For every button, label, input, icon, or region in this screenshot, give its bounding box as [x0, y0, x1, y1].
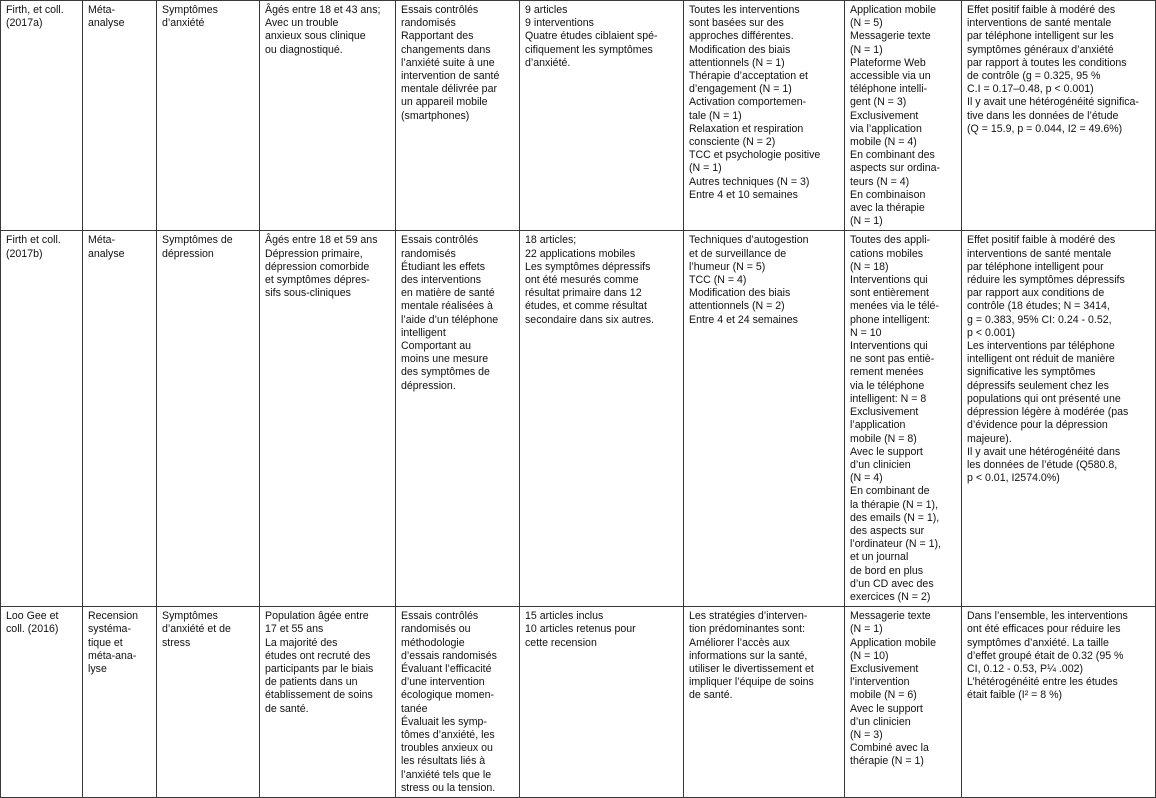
articles-cell: 18 articles; 22 applications mobiles Les symptômes dépressifs ont été mesurés comme résultat primaire dans 12 études, et comme résultat secondaire dans six autres.	[520, 231, 684, 607]
delivery-cell: Application mobile (N = 5) Messagerie texte (N = 1) Plateforme Web accessible via un téléphone intelli- gent (N = 3) Exclusivement via l’application mobile (N = 4) En combinant des aspects sur ordina- teurs (N = 4) En combinaison avec la thérapie (N = 1)	[845, 1, 962, 231]
delivery-cell: Messagerie texte (N = 1) Application mobile (N = 10) Exclusivement l’intervention mobile (N = 6) Avec le support d’un clinicien (N = 3) Combiné avec la thérapie (N = 1)	[845, 607, 962, 798]
results-cell: Effet positif faible à modéré des interventions de santé mentale par téléphone intelligent pour réduire les symptômes dépressifs par rapport aux conditions de contrôle (18 études; N = 3414, g = 0.383, 95% CI: 0.24 - 0.52, p < 0.001) Les interventions par téléphone intelligent ont réduit de manière significative les symptômes dépressifs seulement chez les populations qui ont présenté une dépression légère à modérée (pas d’évidence pour la dépression majeure). Il y avait une hétérogénéité dans les données de l’étude (Q580.8, p < 0.01, I2574.0%)	[962, 231, 1156, 607]
results-cell: Dans l’ensemble, les interventions ont été efficaces pour réduire les symptômes d’anxiété. La taille d’effet groupé était de 0.32 (95 % CI, 0.12 - 0.53, P¼ .002) L’hétérogénéité entre les études était faible (I² = 8 %)	[962, 607, 1156, 798]
table-row	[1, 231, 1156, 607]
study-type-cell: Recension systéma- tique et méta-ana- lyse	[83, 607, 157, 798]
articles-cell: 9 articles 9 interventions Quatre études ciblaient spé- cifiquement les symptômes d’anxiété.	[520, 1, 684, 231]
population-cell: Âgés entre 18 et 43 ans; Avec un trouble anxieux sous clinique ou diagnostiqué.	[260, 1, 396, 231]
table-row	[1, 1, 1156, 231]
population-cell: Population âgée entre 17 et 55 ans La majorité des études ont recruté des participants par le biais de patients dans un établissement de soins de santé.	[260, 607, 396, 798]
outcome-cell: Symptômes de dépression	[157, 231, 260, 607]
approaches-cell: Toutes les interventions sont basées sur des approches différentes. Modification des biais attentionnels (N = 1) Thérapie d’acceptation et d’engagement (N = 1) Activation comportemen- tale (N = 1) Relaxation et respiration consciente (N = 2) TCC et psychologie positive (N = 1) Autres techniques (N = 3) Entre 4 et 10 semaines	[684, 1, 845, 231]
criteria-cell: Essais contrôlés randomisés Étudiant les effets des interventions en matière de santé mentale réalisées à l’aide d’un téléphone intelligent Comportant au moins une mesure des symptômes de dépression.	[396, 231, 520, 607]
study-cell: Firth, et coll. (2017a)	[1, 1, 83, 231]
approaches-cell: Les stratégies d’interven- tion prédominantes sont: Améliorer l’accès aux informations sur la santé, utiliser le divertissement et impliquer l’équipe de soins de santé.	[684, 607, 845, 798]
criteria-cell: Essais contrôlés randomisés ou méthodologie d’essais randomisés Évaluant l’efficacité d’une intervention écologique momen- tanée Évaluait les symp- tômes d’anxiété, les troubles anxieux ou les résultats liés à l’anxiété tels que le stress ou la tension.	[396, 607, 520, 798]
population-cell: Âgés entre 18 et 59 ans Dépression primaire, dépression comorbide et symptômes dépres- sifs sous-cliniques	[260, 231, 396, 607]
study-cell: Loo Gee et coll. (2016)	[1, 607, 83, 798]
study-type-cell: Méta- analyse	[83, 1, 157, 231]
criteria-cell: Essais contrôlés randomisés Rapportant des changements dans l’anxiété suite à une intervention de santé mentale délivrée par un appareil mobile (smartphones)	[396, 1, 520, 231]
outcome-cell: Symptômes d’anxiété et de stress	[157, 607, 260, 798]
approaches-cell: Techniques d’autogestion et de surveillance de l’humeur (N = 5) TCC (N = 4) Modification des biais attentionnels (N = 2) Entre 4 et 24 semaines	[684, 231, 845, 607]
delivery-cell: Toutes des appli- cations mobiles (N = 18) Interventions qui sont entièrement menées via le télé- phone intelligent: N = 10 Interventions qui ne sont pas entiè- rement menées via le téléphone intelligent: N = 8 Exclusivement l’application mobile (N = 8) Avec le support d’un clinicien (N = 4) En combinant de la thérapie (N = 1), des emails (N = 1), des aspects sur l’ordinateur (N = 1), et un journal de bord en plus d’un CD avec des exercices (N = 2)	[845, 231, 962, 607]
articles-cell: 15 articles inclus 10 articles retenus pour cette recension	[520, 607, 684, 798]
results-cell: Effet positif faible à modéré des interventions de santé mentale par téléphone intelligent sur les symptômes généraux d’anxiété par rapport à toutes les conditions de contrôle (g = 0.325, 95 % C.I = 0.17–0.48, p < 0.001) Il y avait une hétérogénéité significa- tive dans les données de l’étude (Q = 15.9, p = 0.044, I2 = 49.6%)	[962, 1, 1156, 231]
outcome-cell: Symptômes d’anxiété	[157, 1, 260, 231]
study-cell: Firth et coll. (2017b)	[1, 231, 83, 607]
table-row	[1, 607, 1156, 798]
study-type-cell: Méta- analyse	[83, 231, 157, 607]
